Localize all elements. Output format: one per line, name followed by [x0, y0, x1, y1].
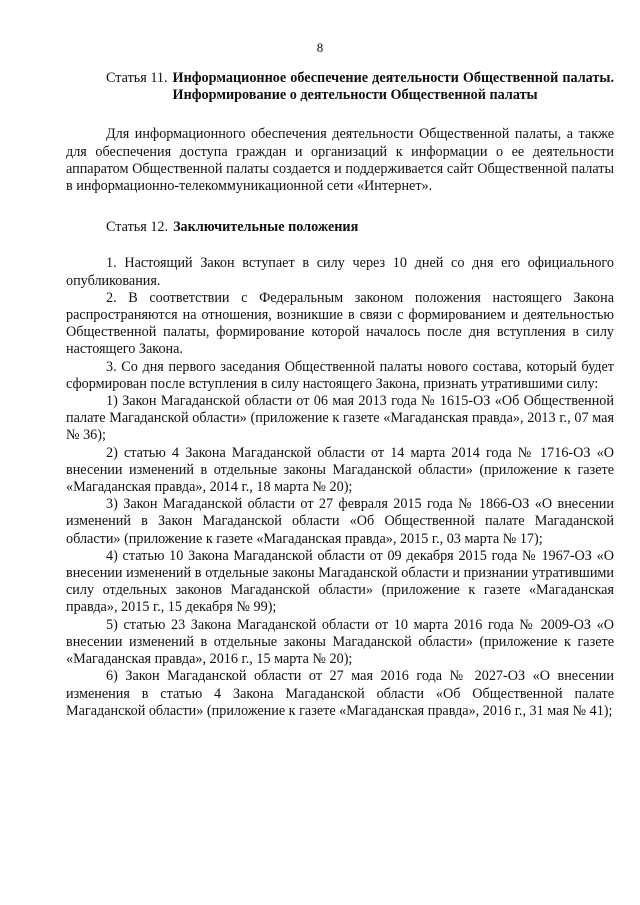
- article-12-paragraph: 2. В соответствии с Федеральным законом положения настоящего Закона распространяются на отношения, возникшие в связи с формированием и деятельностью Общественной палаты, формирование которой началось после дня вступления в силу настоящего Закона.: [66, 289, 614, 358]
- article-12-list-item: 3) Закон Магаданской области от 27 февраля 2015 года № 1866-ОЗ «О внесении изменений в Закон Магаданской области «Об Общественной палате Магаданской области» (приложение к газете «Магаданская правда», 2015 г., 03 марта № 17);: [66, 496, 614, 547]
- article-12-paragraph: 3. Со дня первого заседания Общественной палаты нового состава, который будет сформирован после вступления в силу настоящего Закона, признать утратившими силу:: [66, 358, 614, 392]
- article-11-label: Статья 11.: [106, 70, 168, 86]
- article-12-paragraph: 1. Настоящий Закон вступает в силу через 10 дней со дня его официального опубликования.: [66, 255, 614, 289]
- article-12-list-item: 1) Закон Магаданской области от 06 мая 2013 года № 1615-ОЗ «Об Общественной палате Магаданской области» (приложение к газете «Магаданская правда», 2013 г., 07 мая № 36);: [66, 393, 614, 444]
- article-11-title: Информационное обеспечение деятельности Общественной палаты. Информирование о деятельности Общественной палаты: [172, 70, 614, 104]
- article-12-body: [66, 255, 614, 719]
- article-12-list-item: 6) Закон Магаданской области от 27 мая 2016 года № 2027-ОЗ «О внесении изменения в статью 4 Закона Магаданской области «Об Общественной палате Магаданской области» (приложение к газете «Магаданская правда», 2016 г., 31 мая № 41);: [66, 668, 614, 719]
- article-11-body: Для информационного обеспечения деятельности Общественной палаты, а также для обеспечения доступа граждан и организаций к информации о ее деятельности аппаратом Общественной палаты создается и поддерживается сайт Общественной палаты в информационно-телекоммуникационной сети «Интернет».: [66, 126, 614, 195]
- page-number: 8: [316, 40, 324, 55]
- article-12-list-item: 5) статью 23 Закона Магаданской области от 10 марта 2016 года № 2009-ОЗ «О внесении изменений в отдельные законы Магаданской области» (приложение к газете «Магаданская правда», 2016 г., 15 марта № 20);: [66, 616, 614, 668]
- document-content: [66, 70, 614, 720]
- article-11-heading: [106, 70, 614, 104]
- article-12-label: Статья 12.: [106, 219, 169, 236]
- article-12-heading: [106, 219, 614, 236]
- article-12-title: Заключительные положения: [173, 219, 359, 236]
- article-12-list-item: 4) статью 10 Закона Магаданской области от 09 декабря 2015 года № 1967-ОЗ «О внесении изменений в отдельные законы Магаданской области и признании утратившими силу отдельных законов Магаданской области» (приложение к газете «Магаданская правда», 2015 г., 15 декабря № 99);: [66, 547, 614, 616]
- article-12-list-item: 2) статью 4 Закона Магаданской области от 14 марта 2014 года № 1716-ОЗ «О внесении изменений в отдельные законы Магаданской области» (приложение к газете «Магаданская правда», 2014 г., 18 марта № 20);: [66, 444, 614, 496]
